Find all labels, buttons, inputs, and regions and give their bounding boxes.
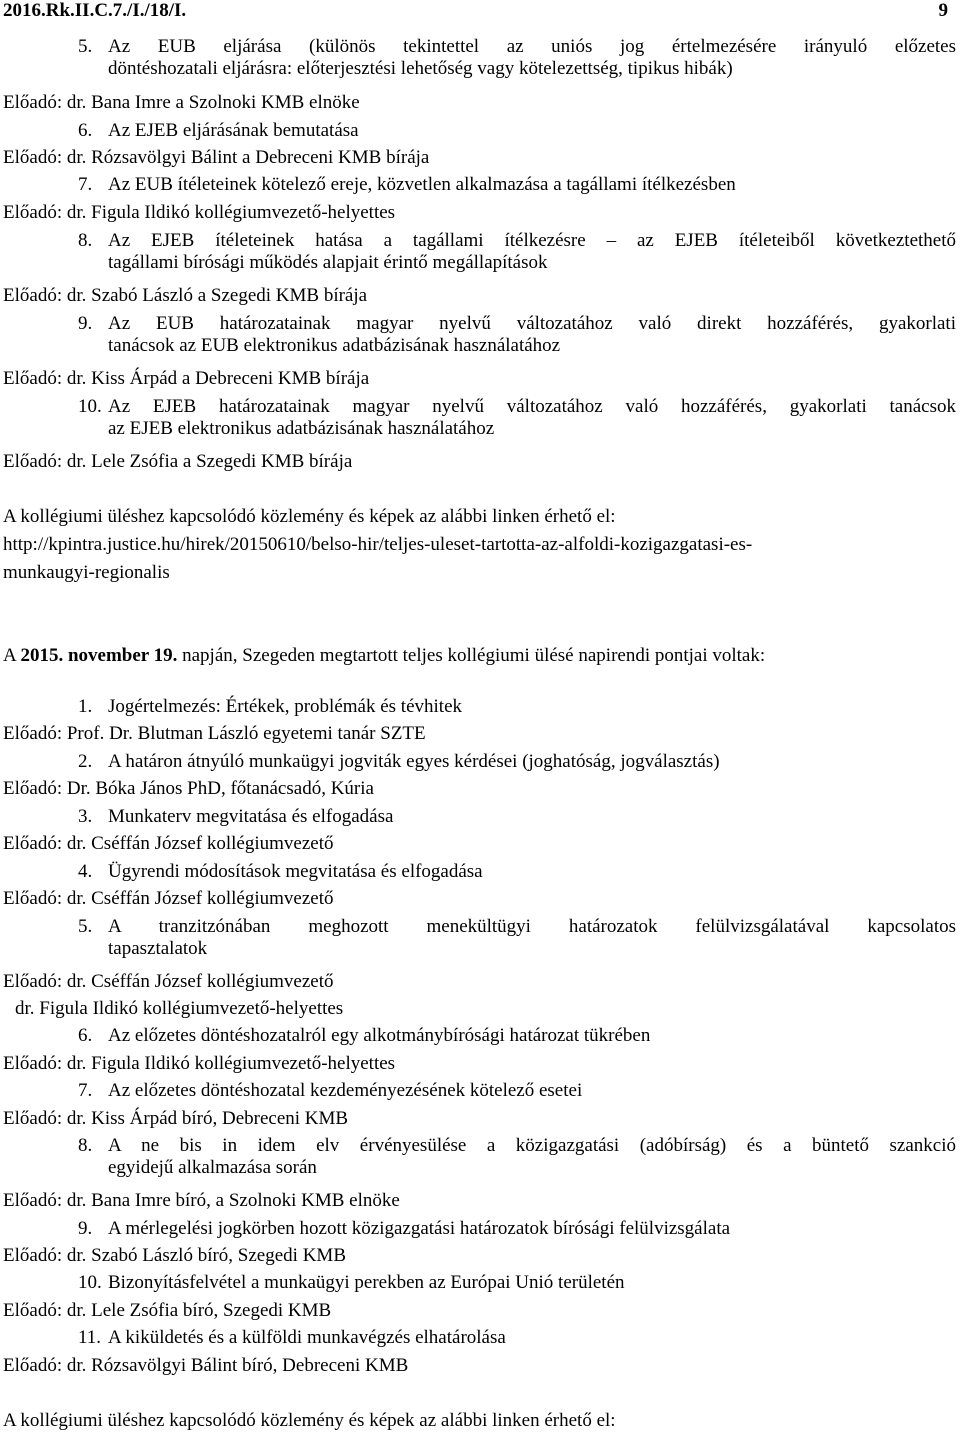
speaker-1-6: Előadó: dr. Rózsavölgyi Bálint a Debreceni KMB bírája <box>3 147 430 168</box>
speaker-2-1: Előadó: Prof. Dr. Blutman László egyetemi tanár SZTE <box>3 723 426 744</box>
agenda-item-2-7: 7. Az előzetes döntéshozatal kezdeményezésének kötelező esetei <box>78 1080 583 1101</box>
speaker-1-10: Előadó: dr. Lele Zsófia a Szegedi KMB bírája <box>3 451 353 472</box>
speaker-1-7: Előadó: dr. Figula Ildikó kollégiumvezető-helyettes <box>3 202 396 223</box>
speaker-2-8: Előadó: dr. Bana Imre bíró, a Szolnoki KMB elnöke <box>3 1190 400 1211</box>
agenda-item-1-5: 5. Az EUB eljárása (különös tekintettel az uniós jog értelmezésére irányuló előzetes döntéshozatali eljárásra: előterjesztési lehetőség vagy kötelezettség, tipikus hibák) <box>78 36 956 79</box>
speaker-2-10: Előadó: dr. Lele Zsófia bíró, Szegedi KMB <box>3 1300 332 1321</box>
agenda-item-2-1: 1. Jogértelmezés: Értékek, problémák és tévhitek <box>78 696 463 717</box>
link-url-continued[interactable]: munkaugyi-regionalis <box>3 562 170 583</box>
footer-link-note: A kollégiumi üléshez kapcsolódó közlemény és képek az alábbi linken érhető el: <box>3 1410 616 1431</box>
agenda-item-2-11: 11. A kiküldetés és a külföldi munkavégzés elhatárolása <box>78 1327 506 1348</box>
agenda-item-2-9: 9. A mérlegelési jogkörben hozott közigazgatási határozatok bírósági felülvizsgálata <box>78 1218 731 1239</box>
agenda-item-2-2: 2. A határon átnyúló munkaügyi jogviták egyes kérdései (joghatóság, jogválasztás) <box>78 751 720 772</box>
link-url[interactable]: http://kpintra.justice.hu/hirek/20150610/belso-hir/teljes-uleset-tartotta-az-alfoldi-kozigazgatasi-es- <box>3 534 753 555</box>
document-reference: 2016.Rk.II.C.7./I./18/I. <box>3 0 187 21</box>
speaker-2-7: Előadó: dr. Kiss Árpád bíró, Debreceni KMB <box>3 1108 349 1129</box>
agenda-item-2-4: 4. Ügyrendi módosítások megvitatása és elfogadása <box>78 861 483 882</box>
page-header <box>3 0 948 30</box>
agenda-item-1-7: 7. Az EUB ítéleteinek kötelező ereje, közvetlen alkalmazása a tagállami ítélkezésben <box>78 174 736 195</box>
speaker-1-9: Előadó: dr. Kiss Árpád a Debreceni KMB bírája <box>3 368 370 389</box>
speaker-2-5-second: dr. Figula Ildikó kollégiumvezető-helyettes <box>15 998 344 1019</box>
speaker-2-5: Előadó: dr. Cséffán József kollégiumvezető <box>3 971 334 992</box>
page-number: 9 <box>938 0 948 21</box>
agenda-item-2-3: 3. Munkaterv megvitatása és elfogadása <box>78 806 394 827</box>
agenda-item-1-6: 6. Az EJEB eljárásának bemutatása <box>78 120 359 141</box>
link-note: A kollégiumi üléshez kapcsolódó közlemény és képek az alábbi linken érhető el: <box>3 506 616 527</box>
agenda-item-2-5: 5. A tranzitzónában meghozott menekültügyi határozatok felülvizsgálatával kapcsolatos tapasztalatok <box>78 916 956 959</box>
meeting-date: 2015. november 19. <box>20 645 178 666</box>
speaker-2-2: Előadó: Dr. Bóka János PhD, főtanácsadó, Kúria <box>3 778 374 799</box>
agenda-item-1-9: 9. Az EUB határozatainak magyar nyelvű változatához való direkt hozzáférés, gyakorlati tanácsok az EUB elektronikus adatbázisának használatához <box>78 313 956 356</box>
speaker-2-9: Előadó: dr. Szabó László bíró, Szegedi KMB <box>3 1245 346 1266</box>
agenda-item-2-10: 10. Bizonyításfelvétel a munkaügyi perekben az Európai Unió területén <box>78 1272 625 1293</box>
agenda-item-1-8: 8. Az EJEB ítéleteinek hatása a tagállami ítélkezésre – az EJEB ítéleteiből következtethető tagállami bírósági működés alapjait érintő megállapítások <box>78 230 956 273</box>
speaker-2-6: Előadó: dr. Figula Ildikó kollégiumvezető-helyettes <box>3 1053 396 1074</box>
speaker-2-4: Előadó: dr. Cséffán József kollégiumvezető <box>3 888 334 909</box>
speaker-1-8: Előadó: dr. Szabó László a Szegedi KMB bírája <box>3 285 368 306</box>
agenda-item-2-8: 8. A ne bis in idem elv érvényesülése a közigazgatási (adóbírság) és a büntető szankció egyidejű alkalmazása során <box>78 1135 956 1178</box>
meeting-intro: A 2015. november 19. napján, Szegeden megtartott teljes kollégiumi ülésé napirendi pontjai voltak: <box>3 645 766 666</box>
speaker-2-3: Előadó: dr. Cséffán József kollégiumvezető <box>3 833 334 854</box>
agenda-item-1-10: 10. Az EJEB határozatainak magyar nyelvű változatához való hozzáférés, gyakorlati tanácsok az EJEB elektronikus adatbázisának használatához <box>78 396 956 439</box>
agenda-item-2-6: 6. Az előzetes döntéshozatalról egy alkotmánybírósági határozat tükrében <box>78 1025 651 1046</box>
speaker-2-11: Előadó: dr. Rózsavölgyi Bálint bíró, Debreceni KMB <box>3 1355 409 1376</box>
speaker-1-5: Előadó: dr. Bana Imre a Szolnoki KMB elnöke <box>3 92 360 113</box>
